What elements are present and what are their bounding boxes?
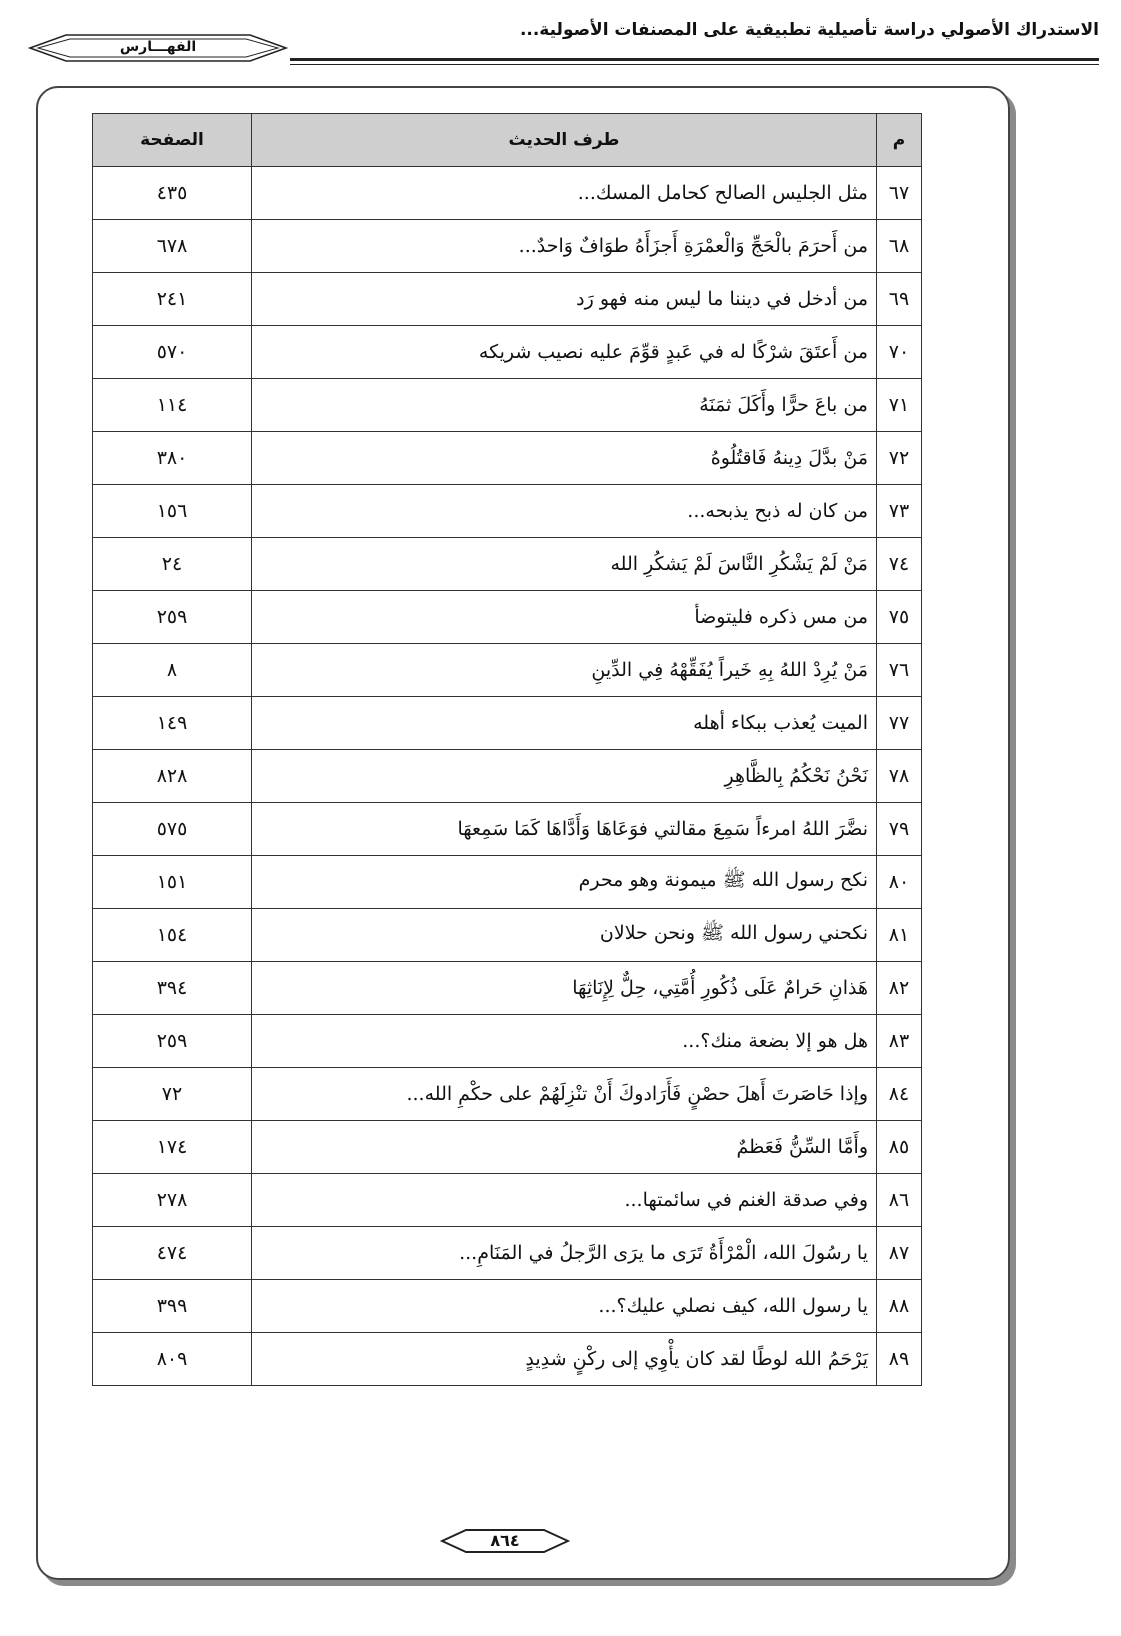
- header-page: الصفحة: [93, 114, 252, 167]
- hadith-text: وفي صدقة الغنم في سائمتها...: [252, 1174, 877, 1227]
- table-row: [93, 432, 922, 485]
- hadith-text: يا رسول الله، كيف نصلي عليك؟...: [252, 1280, 877, 1333]
- page-ref: ٢٥٩: [93, 1015, 252, 1068]
- table-row: [93, 273, 922, 326]
- page-ref: ١٤٩: [93, 697, 252, 750]
- hadith-text: يَرْحَمُ الله لوطًا لقد كان يأْوِي إلى ركْنٍ شدِيدٍ: [252, 1333, 877, 1386]
- page-ref: ٦٧٨: [93, 220, 252, 273]
- row-number: ٧٨: [877, 750, 922, 803]
- page-ref: ١٥٦: [93, 485, 252, 538]
- page-ref: ٥٧٥: [93, 803, 252, 856]
- table-row: [93, 1280, 922, 1333]
- header-number: م: [877, 114, 922, 167]
- hadith-text: مَنْ يُرِدْ اللهُ بِهِ خَيراً يُفَقِّهْهُ فِي الدِّينِ: [252, 644, 877, 697]
- page-ref: ٢٤: [93, 538, 252, 591]
- row-number: ٦٧: [877, 167, 922, 220]
- table-row: [93, 909, 922, 962]
- hadith-text: نكح رسول الله ﷺ ميمونة وهو محرم: [252, 856, 877, 909]
- table-row: [93, 485, 922, 538]
- book-title: الاستدراك الأصولي دراسة تأصيلية تطبيقية على المصنفات الأصولية...: [519, 20, 1099, 40]
- hadith-text: من أَعتَقَ شرْكًا له في عَبدٍ قوِّمَ عليه نصيب شريكه: [252, 326, 877, 379]
- table-row: [93, 167, 922, 220]
- table-row: [93, 1174, 922, 1227]
- table-row: [93, 1015, 922, 1068]
- hadith-text: من مس ذكره فليتوضأ: [252, 591, 877, 644]
- hadith-text: هَذانِ حَرامٌ عَلَى ذُكُورِ أُمَّتِي، حِلٌّ لِإِنَاثِهَا: [252, 962, 877, 1015]
- row-number: ٧٦: [877, 644, 922, 697]
- row-number: ٨٦: [877, 1174, 922, 1227]
- section-badge: [28, 33, 288, 63]
- table-row: [93, 644, 922, 697]
- page-ref: ٢٧٨: [93, 1174, 252, 1227]
- hadith-text: نكحني رسول الله ﷺ ونحن حلالان: [252, 909, 877, 962]
- hadith-text: مَنْ بدَّلَ دِينهُ فَاقتُلُوهُ: [252, 432, 877, 485]
- row-number: ٧٢: [877, 432, 922, 485]
- hadith-text: مَنْ لَمْ يَشْكُرِ النَّاسَ لَمْ يَشكُرِ الله: [252, 538, 877, 591]
- row-number: ٨٧: [877, 1227, 922, 1280]
- row-number: ٨٥: [877, 1121, 922, 1174]
- row-number: ٧٩: [877, 803, 922, 856]
- page-ref: ٣٩٩: [93, 1280, 252, 1333]
- page-ref: ١٧٤: [93, 1121, 252, 1174]
- table-row: [93, 750, 922, 803]
- table-row: [93, 803, 922, 856]
- hadith-text: من كان له ذبح يذبحه...: [252, 485, 877, 538]
- page-ref: ٤٧٤: [93, 1227, 252, 1280]
- row-number: ٧٤: [877, 538, 922, 591]
- page-ref: ٨: [93, 644, 252, 697]
- table-row: [93, 1227, 922, 1280]
- hadith-text: نَحْنُ نَحْكُمُ بِالظَّاهِرِ: [252, 750, 877, 803]
- hadith-index-table: [92, 113, 922, 1386]
- table-row: [93, 697, 922, 750]
- section-label: الفهـــارس: [119, 39, 197, 55]
- page-ref: ٢٥٩: [93, 591, 252, 644]
- table-row: [93, 379, 922, 432]
- table-row: [93, 1068, 922, 1121]
- row-number: ٧١: [877, 379, 922, 432]
- table-row: [93, 326, 922, 379]
- hadith-text: نضَّرَ اللهُ امرءاً سَمِعَ مقالتي فوَعَاهَا وَأَدَّاهَا كَمَا سَمِعهَا: [252, 803, 877, 856]
- header-hadith: طرف الحديث: [252, 114, 877, 167]
- hadith-text: يا رسُولَ الله، الْمْرْأَةُ تَرَى ما يرَى الرَّجلُ في المَنَامِ...: [252, 1227, 877, 1280]
- page-ref: ٧٢: [93, 1068, 252, 1121]
- hadith-text: من أَحرَمَ بالْحَجِّ وَالْعمْرَةِ أَجزَأَهُ طوَافٌ وَاحدٌ...: [252, 220, 877, 273]
- row-number: ٦٨: [877, 220, 922, 273]
- row-number: ٧٠: [877, 326, 922, 379]
- page-number: ٨٦٤: [490, 1531, 520, 1550]
- table-row: [93, 220, 922, 273]
- hadith-text: الميت يُعذب ببكاء أهله: [252, 697, 877, 750]
- page-ref: ٥٧٠: [93, 326, 252, 379]
- row-number: ٨٤: [877, 1068, 922, 1121]
- hadith-text: من باعَ حرًّا وأَكَلَ ثمَنَهُ: [252, 379, 877, 432]
- row-number: ٨٣: [877, 1015, 922, 1068]
- page-ref: ١١٤: [93, 379, 252, 432]
- page-ref: ٨٢٨: [93, 750, 252, 803]
- row-number: ٨٠: [877, 856, 922, 909]
- header-rule-thin: [290, 64, 1099, 65]
- page-ref: ١٥٤: [93, 909, 252, 962]
- page-ref: ٢٤١: [93, 273, 252, 326]
- page-ref: ٤٣٥: [93, 167, 252, 220]
- table-header-row: [93, 114, 922, 167]
- row-number: ٨١: [877, 909, 922, 962]
- table-row: [93, 962, 922, 1015]
- page-ref: ٣٩٤: [93, 962, 252, 1015]
- table-row: [93, 856, 922, 909]
- row-number: ٧٥: [877, 591, 922, 644]
- table-row: [93, 1333, 922, 1386]
- table-row: [93, 591, 922, 644]
- header-rule-thick: [290, 58, 1099, 61]
- hadith-text: مثل الجليس الصالح كحامل المسك...: [252, 167, 877, 220]
- page-ref: ١٥١: [93, 856, 252, 909]
- hadith-text: من أدخل في ديننا ما ليس منه فهو رَد: [252, 273, 877, 326]
- row-number: ٨٨: [877, 1280, 922, 1333]
- row-number: ٨٩: [877, 1333, 922, 1386]
- hadith-text: هل هو إلا بضعة منك؟...: [252, 1015, 877, 1068]
- row-number: ٧٣: [877, 485, 922, 538]
- hadith-text: وأَمَّا السِّنُّ فَعَظمٌ: [252, 1121, 877, 1174]
- page-number-badge: [440, 1527, 570, 1555]
- hadith-text: وإذا حَاصَرتَ أَهلَ حصْنٍ فَأَرَادوكَ أَنْ تنْزِلَهُمْ على حكْمِ الله...: [252, 1068, 877, 1121]
- page-ref: ٨٠٩: [93, 1333, 252, 1386]
- table-row: [93, 1121, 922, 1174]
- row-number: ٨٢: [877, 962, 922, 1015]
- row-number: ٦٩: [877, 273, 922, 326]
- row-number: ٧٧: [877, 697, 922, 750]
- table-row: [93, 538, 922, 591]
- page-ref: ٣٨٠: [93, 432, 252, 485]
